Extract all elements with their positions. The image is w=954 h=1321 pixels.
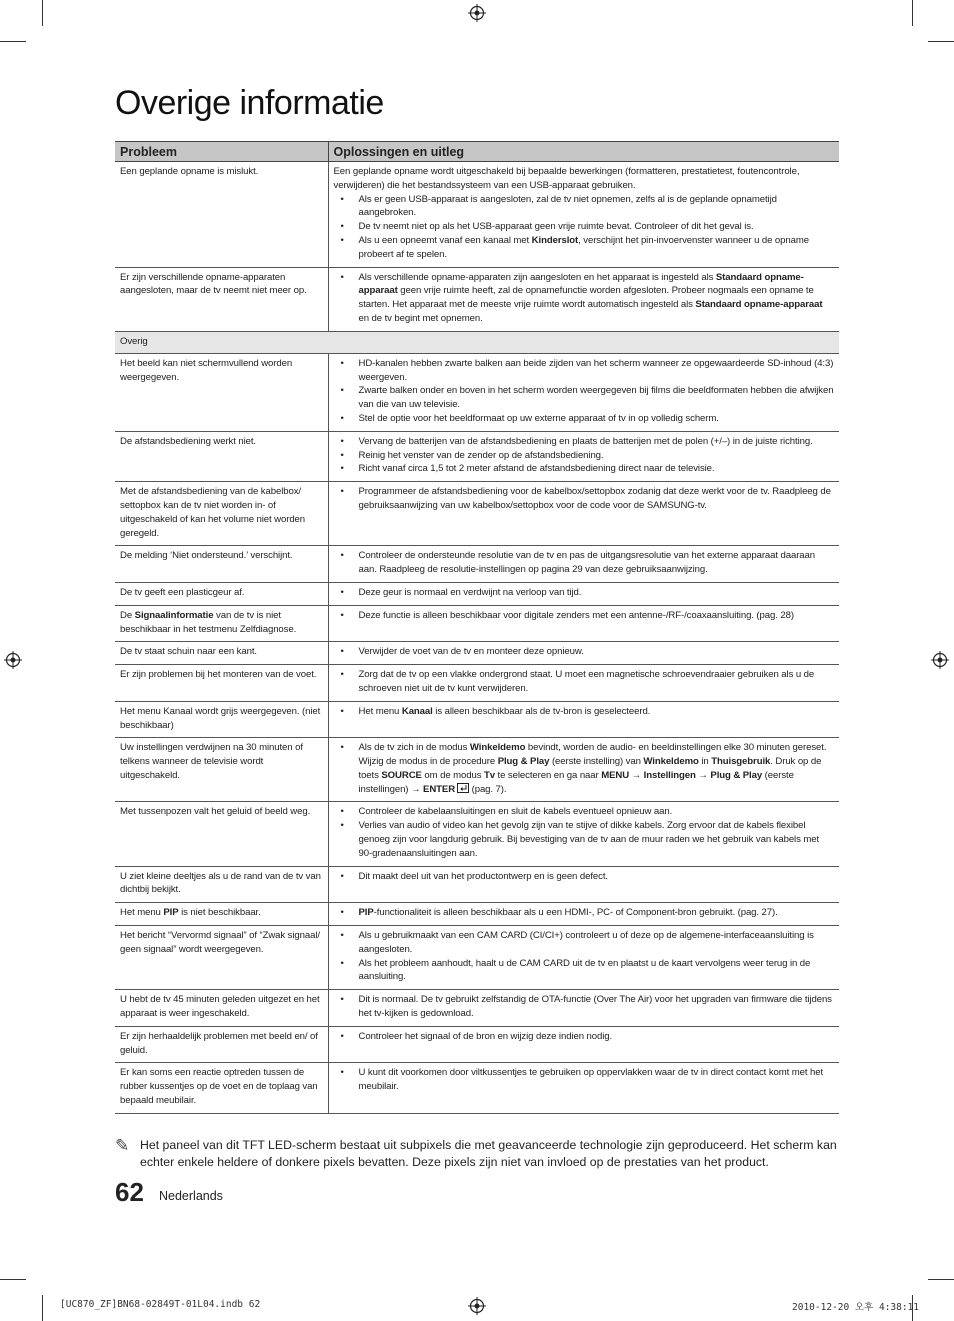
solution-cell: [328, 990, 839, 1027]
table-row: [115, 431, 839, 481]
crop-mark: [0, 1279, 26, 1280]
solution-item: • Zwarte balken onder en boven in het scherm worden weergegeven bij films die beeldformaten hebben die afwijken van die van uw televisie.: [334, 384, 835, 412]
page-language: Nederlands: [159, 1189, 223, 1203]
solution-list: [334, 586, 835, 600]
enter-return-icon: [455, 784, 469, 795]
solution-item: • Verwijder de voet van de tv en monteer deze opnieuw.: [334, 645, 835, 659]
solution-list: [334, 668, 835, 696]
solution-list: [334, 271, 835, 326]
solution-cell: [328, 582, 839, 605]
note-text: Het paneel van dit TFT LED-scherm bestaat uit subpixels die met geavanceerde technologie zijn geproduceerd. Het scherm kan echter enkele heldere of donkere pixels bevatten. Deze pixels zijn niet van invloed op de prestaties van het product.: [140, 1138, 837, 1169]
note: [115, 1137, 839, 1171]
solution-cell: [328, 605, 839, 642]
problem-cell: Het menu PIP is niet beschikbaar.: [115, 903, 328, 926]
solution-item: • Controleer de kabelaansluitingen en sluit de kabels eventueel opnieuw aan.: [334, 805, 835, 819]
problem-cell: De tv geeft een plasticgeur af.: [115, 582, 328, 605]
solution-item: • U kunt dit voorkomen door viltkussentjes te gebruiken op oppervlakken waar de tv in direct contact komt met het meubilair.: [334, 1066, 835, 1094]
solution-item: • Programmeer de afstandsbediening voor de kabelbox/settopbox zodanig dat deze werkt voor de tv. Raadpleeg de gebruiksaanwijzing van uw kabelbox/settopbox voor de code voor de SAMSUNG-tv.: [334, 485, 835, 513]
solution-cell: [328, 738, 839, 802]
solution-list: [334, 645, 835, 659]
solution-list: [334, 929, 835, 984]
table-row: [115, 701, 839, 738]
registration-mark-icon: [931, 651, 949, 669]
table-row: [115, 926, 839, 990]
problem-cell: Een geplande opname is mislukt.: [115, 162, 328, 268]
table-row: [115, 353, 839, 431]
footer-file-info: [UC870_ZF]BN68-02849T-01L04.indb 62: [60, 1299, 261, 1310]
solution-list: [334, 805, 835, 860]
registration-mark-icon: [4, 651, 22, 669]
solution-item: • HD-kanalen hebben zwarte balken aan beide zijden van het scherm wanneer ze opgewaardeerde SD-inhoud (4:3) weergeven.: [334, 357, 835, 385]
section-label: Overig: [115, 331, 839, 353]
solution-item: • Als de tv zich in de modus Winkeldemo bevindt, worden de audio- en beeldinstellingen elke 30 minuten gereset. Wijzig de modus in de procedure Plug & Play (eerste instelling) van Winkeldemo in Thuisgebruik. Druk op de toets SOURCE om de modus Tv te selecteren en ga naar MENU → Instellingen → Plug & Play (eerste instellingen) → ENTER (pag. 7).: [334, 741, 835, 796]
solution-item: • Dit maakt deel uit van het productontwerp en is geen defect.: [334, 870, 835, 884]
solution-item: • Controleer de ondersteunde resolutie van de tv en pas de uitgangsresolutie van het externe apparaat daaraan aan. Raadpleeg de resolutie-instellingen op pagina 29 van deze gebruiksaanwijzing.: [334, 549, 835, 577]
page-title: Overige informatie: [115, 84, 384, 122]
crop-mark: [928, 41, 954, 42]
solution-cell: [328, 482, 839, 546]
crop-mark: [928, 1279, 954, 1280]
problem-cell: Er zijn problemen bij het monteren van de voet.: [115, 665, 328, 702]
solution-cell: [328, 926, 839, 990]
table-row: [115, 738, 839, 802]
solution-list: [334, 1030, 835, 1044]
registration-mark-icon: [468, 4, 486, 22]
crop-mark: [0, 41, 26, 42]
pencil-note-icon: ✎: [115, 1136, 130, 1155]
solution-cell: [328, 701, 839, 738]
solution-item: • Reinig het venster van de zender op de afstandsbediening.: [334, 449, 835, 463]
registration-mark-icon: [468, 1297, 486, 1315]
solution-item: • De tv neemt niet op als het USB-apparaat geen vrije ruimte bevat. Controleer of dit het geval is.: [334, 220, 835, 234]
table-row: [115, 162, 839, 268]
solution-item: • Stel de optie voor het beeldformaat op uw externe apparaat of tv in op volledig scherm.: [334, 412, 835, 426]
solution-cell: [328, 162, 839, 268]
problem-cell: Er kan soms een reactie optreden tussen de rubber kussentjes op de voet en de toplaag van bepaald meubilair.: [115, 1063, 328, 1113]
crop-mark: [912, 0, 913, 26]
solution-cell: [328, 665, 839, 702]
solution-cell: [328, 1063, 839, 1113]
table-row: [115, 1026, 839, 1063]
problem-cell: De Signaalinformatie van de tv is niet beschikbaar in het testmenu Zelfdiagnose.: [115, 605, 328, 642]
solution-cell: [328, 903, 839, 926]
header-solution: Oplossingen en uitleg: [328, 142, 839, 162]
problem-cell: Met tussenpozen valt het geluid of beeld weg.: [115, 802, 328, 866]
page-number: 62: [115, 1177, 144, 1207]
problem-cell: De melding ‘Niet ondersteund.’ verschijnt.: [115, 546, 328, 583]
solution-cell: [328, 802, 839, 866]
solution-intro: Een geplande opname wordt uitgeschakeld bij bepaalde bewerkingen (formatteren, prestatietest, foutencontrole, verwijderen) die het bestandssysteem van een USB-apparaat gebruiken.: [333, 166, 800, 191]
table-row: [115, 642, 839, 665]
solution-list: [334, 485, 835, 513]
problem-cell: U hebt de tv 45 minuten geleden uitgezet en het apparaat is weer ingeschakeld.: [115, 990, 328, 1027]
solution-item: • Richt vanaf circa 1,5 tot 2 meter afstand de afstandsbediening direct naar de televisie.: [334, 462, 835, 476]
table-header-row: [115, 142, 839, 162]
solution-list: [334, 993, 835, 1021]
solution-item: • Als er geen USB-apparaat is aangesloten, zal de tv niet opnemen, zelfs al is de geplande opnametijd aangebroken.: [334, 193, 835, 221]
solution-item: • PIP-functionaliteit is alleen beschikbaar als u een HDMI-, PC- of Component-bron gebruikt. (pag. 27).: [334, 906, 835, 920]
solution-list: [334, 741, 835, 796]
table-row: [115, 582, 839, 605]
problem-cell: Het beeld kan niet schermvullend worden weergegeven.: [115, 353, 328, 431]
solution-cell: [328, 642, 839, 665]
problem-cell: Er zijn herhaaldelijk problemen met beeld en/ of geluid.: [115, 1026, 328, 1063]
footer-timestamp: 2010-12-20 오후 4:38:11: [792, 1302, 920, 1313]
solution-list: [334, 870, 835, 884]
solution-cell: [328, 546, 839, 583]
solution-list: [334, 549, 835, 577]
crop-mark: [42, 0, 43, 26]
table-section-row: [115, 331, 839, 353]
solution-item: • Als u gebruikmaakt van een CAM CARD (CI/CI+) controleert u of deze op de algemene-interfaceaansluiting is aangesloten.: [334, 929, 835, 957]
solution-item: • Vervang de batterijen van de afstandsbediening en plaats de batterijen met de polen (+/–) in de juiste richting.: [334, 435, 835, 449]
header-problem: Probleem: [115, 142, 328, 162]
solution-list: [334, 357, 835, 426]
solution-list: [334, 193, 835, 262]
problem-cell: Met de afstandsbediening van de kabelbox/ settopbox kan de tv niet worden in- of uitgeschakeld of kan het volume niet worden geregeld.: [115, 482, 328, 546]
solution-list: [334, 705, 835, 719]
solution-cell: [328, 866, 839, 903]
solution-item: • Deze geur is normaal en verdwijnt na verloop van tijd.: [334, 586, 835, 600]
solution-item: • Controleer het signaal of de bron en wijzig deze indien nodig.: [334, 1030, 835, 1044]
solution-list: [334, 1066, 835, 1094]
problem-cell: Het bericht “Vervormd signaal” of “Zwak signaal/ geen signaal” wordt weergegeven.: [115, 926, 328, 990]
problem-cell: U ziet kleine deeltjes als u de rand van de tv van dichtbij bekijkt.: [115, 866, 328, 903]
troubleshooting-table: [115, 141, 839, 1114]
solution-list: [334, 435, 835, 476]
solution-item: • Als het probleem aanhoudt, haalt u de CAM CARD uit de tv en plaatst u de kaart vervolgens weer terug in de aansluiting.: [334, 957, 835, 985]
solution-item: • Als u een opneemt vanaf een kanaal met Kinderslot, verschijnt het pin-invoervenster wanneer u de opname probeert af te spelen.: [334, 234, 835, 262]
problem-cell: De afstandsbediening werkt niet.: [115, 431, 328, 481]
table-row: [115, 990, 839, 1027]
solution-cell: [328, 267, 839, 331]
table-row: [115, 802, 839, 866]
table-row: [115, 665, 839, 702]
solution-item: • Zorg dat de tv op een vlakke ondergrond staat. U moet een magnetische schroevendraaier gebruiken als u de schroeven niet uit de tv kunt verwijderen.: [334, 668, 835, 696]
problem-cell: Uw instellingen verdwijnen na 30 minuten of telkens wanneer de televisie wordt uitgeschakeld.: [115, 738, 328, 802]
solution-item: • Het menu Kanaal is alleen beschikbaar als de tv-bron is geselecteerd.: [334, 705, 835, 719]
table-row: [115, 903, 839, 926]
table-row: [115, 482, 839, 546]
solution-cell: [328, 1026, 839, 1063]
table-row: [115, 1063, 839, 1113]
problem-cell: Het menu Kanaal wordt grijs weergegeven. (niet beschikbaar): [115, 701, 328, 738]
table-row: [115, 605, 839, 642]
solution-list: [334, 609, 835, 623]
solution-cell: [328, 431, 839, 481]
solution-cell: [328, 353, 839, 431]
table-row: [115, 267, 839, 331]
problem-cell: De tv staat schuin naar een kant.: [115, 642, 328, 665]
solution-item: • Als verschillende opname-apparaten zijn aangesloten en het apparaat is ingesteld als Standaard opname-apparaat geen vrije ruimte heeft, zal de opnamefunctie worden afgesloten. Probeer nogmaals een opname te starten. Het apparaat met de meeste vrije ruimte wordt automatisch ingesteld als Standaard opname-apparaat en de tv begint met opnemen.: [334, 271, 835, 326]
solution-item: • Verlies van audio of video kan het gevolg zijn van te stijve of dikke kabels. Zorg ervoor dat de kabels flexibel genoeg zijn voor langdurig gebruik. Bij bevestiging van de tv aan de muur raden we het gebruik van kabels met 90-gradenaansluitingen aan.: [334, 819, 835, 860]
problem-cell: Er zijn verschillende opname-apparaten aangesloten, maar de tv neemt niet meer op.: [115, 267, 328, 331]
table-row: [115, 546, 839, 583]
solution-item: • Deze functie is alleen beschikbaar voor digitale zenders met een antenne-/RF-/coaxaansluiting. (pag. 28): [334, 609, 835, 623]
solution-item: • Dit is normaal. De tv gebruikt zelfstandig de OTA-functie (Over The Air) voor het upgraden van firmware die tijdens het tv-kijken is gedownload.: [334, 993, 835, 1021]
crop-mark: [42, 1295, 43, 1321]
table-row: [115, 866, 839, 903]
solution-list: [334, 906, 835, 920]
